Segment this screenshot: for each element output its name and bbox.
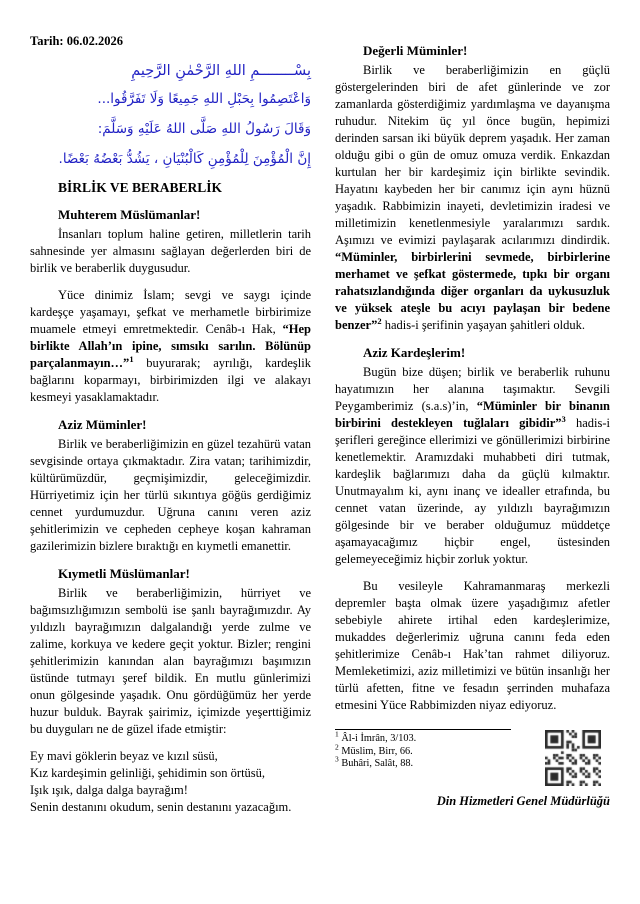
poem-line: Işık ışık, dalga dalga bayrağım! xyxy=(30,783,188,797)
paragraph: Birlik ve beraberliğimizin en güçlü göstergelerinden biri de afet günlerinde ve zor zamanlarda gösterdiğimiz yardımlaşma ve dayanışma ruhudur. Nitekim üç yıl önce bugün, hepimizi derinden sarsan iki büyük deprem yaşadık. Her zaman olduğu gibi o gün de omuz omuza verdik. Enkazdan kurtulan her bir kardeşimiz için birlikte sevindik. Hayatını kaybeden her bir canımız için aynı hüznü yaşadık. Rabbimizin inayeti, devletimizin iradesi ve milletimizin kenetlenmesiyle yaralarımızı sardık. Aşımızı ve evimizi paylaşarak acılarımızı dindirdik. “Müminler, birbirlerini sevmede, birbirlerine merhamet ve şefkat göstermede, tıpkı bir organı rahatsızlandığında diğer organları da uykusuzluk ve yüksek ateşle bu acıyı paylaşan bir bedene benzer”$^2$ hadis-i şerifinin yaşayan şahitleri olduk. xyxy=(335,63,610,332)
section-heading: Değerli Müminler! xyxy=(363,43,468,58)
paragraph: Birlik ve beraberliğimizin, hürriyet ve bağımsızlığımızın sembolü ise şanlı bayrağımızdır. Ay yıldızlı bayrağımızın dalgalandığı yerde zulme ve zalime, korkuya ve kedere geçit yoktur. Bizler; rengini şehitlerimizin kanından alan bayrağımızı başımızın üstünde tutmayı şeref bildik. En mutlu günlerimizi onun gölgesinde yaşadık. Onu gördüğümüz her yerde huzur bulduk. Bayrak şairimiz, içimizde yeşerttiğimiz bu duyguları ne de güzel ifade etmiştir: xyxy=(30,586,311,736)
paragraph: Birlik ve beraberliğimizin en güzel tezahürü vatan sevgisinde ortaya çıkmaktadır. Zira vatan; tarihimizdir, kültürümüzdür, geçmişimizdir, geleceğimizdir. Hürriyetimiz için her türlü sıkıntıya göğüs gerdiğimiz cennet yurdumuzdur. Uğruna canını veren aziz şehitlerimizin ve cepheden cepheye koşan kahraman gazilerimizin bizlere bıraktığı en kıymetli emanettir. xyxy=(30,437,311,553)
arabic-verse: وَاعْتَصِمُوا بِحَبْلِ اللهِ جَمِيعًا وَلَا تَفَرَّقُوا... xyxy=(97,91,311,107)
section-heading: Aziz Kardeşlerim! xyxy=(363,345,466,360)
paragraph: İnsanları toplum haline getiren, milletlerin tarih sahnesinde yer almasını sağlayan değerlerden biri de birlik ve beraberlik duygusudur. xyxy=(30,227,311,275)
bismillah-calligraphy: بِسْــــــــمِ اللهِ الرَّحْمٰنِ الرَّحِيمِ xyxy=(131,63,311,79)
arabic-calligraphy-block xyxy=(30,59,311,174)
qr-code xyxy=(545,730,601,786)
footer-row xyxy=(335,729,610,786)
left-column xyxy=(30,33,311,816)
footnote-1: $^1$ Âl-i İmrân, 3/103. xyxy=(335,729,417,744)
poem-line: Kız kardeşimin gelinliği, şehidimin son örtüsü, xyxy=(30,766,266,780)
signature: Din Hizmetleri Genel Müdürlüğü xyxy=(436,794,610,808)
paragraph: Bu vesileyle Kahramanmaraş merkezli depremler başta olmak üzere yaşadığımız afetler sebebiyle ahirete irtihal eden kardeşlerimize, mukaddes değerlerimiz uğruna canını feda eden şehitlerimize Cenâb-ı Hak’tan rahmet diliyoruz. Memleketimizi, aziz milletimizi ve bütün insanlığı her türlü afetten, fitne ve fesadın şerrinden muhafaza etmesini Yüce Rabbimizden niyaz ediyoruz. xyxy=(335,579,610,712)
poem-line: Ey mavi göklerin beyaz ve kızıl süsü, xyxy=(30,749,218,763)
right-column xyxy=(335,33,610,816)
arabic-hadith-intro: وَقَالَ رَسُولُ اللهِ صَلَّى اللهُ عَلَيْهِ وَسَلَّمَ: xyxy=(97,121,311,137)
arabic-hadith: إِنَّ الْمُؤْمِنَ لِلْمُؤْمِنِ كَالْبُنْيَانِ ، يَشُدُّ بَعْضُهُ بَعْضًا. xyxy=(58,151,311,167)
paragraph: Yüce dinimiz İslam; sevgi ve saygı içinde kardeşçe yaşamayı, şefkat ve merhametle birbirimize muamele etmeyi emretmektedir. Cenâb-ı Hak, “Hep birlikte Allah’ın ipine, sımsıkı sarılın. Bölünüp parçalanmayın…”$^1$ buyurarak; ayrılığı, kardeşlik bağlarını koparmayı, birbirimizden ilgi ve alakayı kesmeyi yasaklamaktadır. xyxy=(30,288,311,404)
section-heading: Muhterem Müslümanlar! xyxy=(58,207,201,222)
footnote-3: $^3$ Buhâri, Salât, 88. xyxy=(335,754,414,770)
footnotes xyxy=(335,729,511,771)
paragraph: Bugün bize düşen; birlik ve beraberlik ruhunu hayatımızın her alanına taşımaktır. Sevgili Peygamberimiz (s.a.s)’in, “Müminler bir binanın birbirini destekleyen tuğlaları gibidir”$^3$ hadis-i şerifleri gereğince ellerimizi ve gönüllerimizi birbirine kenetlemektir. Aramızdaki muhabbeti diri tutmak, kardeşlik bağlarımızı daha da güçlü kılmaktır. Unutmayalım ki, aynı inanç ve idealler etrafında, bu cennet vatan üzerinde, ay yıldızlı bayrağımızın gölgesinde bir ve beraber olduğumuz müddetçe aşamayacağımız hiçbir engel, üstesinden gelemeyeceğimiz hiçbir zorluk yoktur. xyxy=(335,365,610,566)
qr-box xyxy=(545,730,601,786)
date-label: Tarih: 06.02.2026 xyxy=(30,34,123,48)
poem-line: Senin destanını okudum, senin destanını yazacağım. xyxy=(30,800,292,814)
left-column-text xyxy=(30,206,311,816)
section-heading: Aziz Müminler! xyxy=(58,417,147,432)
sermon-title: BİRLİK VE BERABERLİK xyxy=(58,180,223,195)
right-column-text xyxy=(335,42,610,714)
footnote-2: $^2$ Müslim, Birr, 66. xyxy=(335,742,413,757)
section-heading: Kıymetli Müslümanlar! xyxy=(58,566,190,581)
